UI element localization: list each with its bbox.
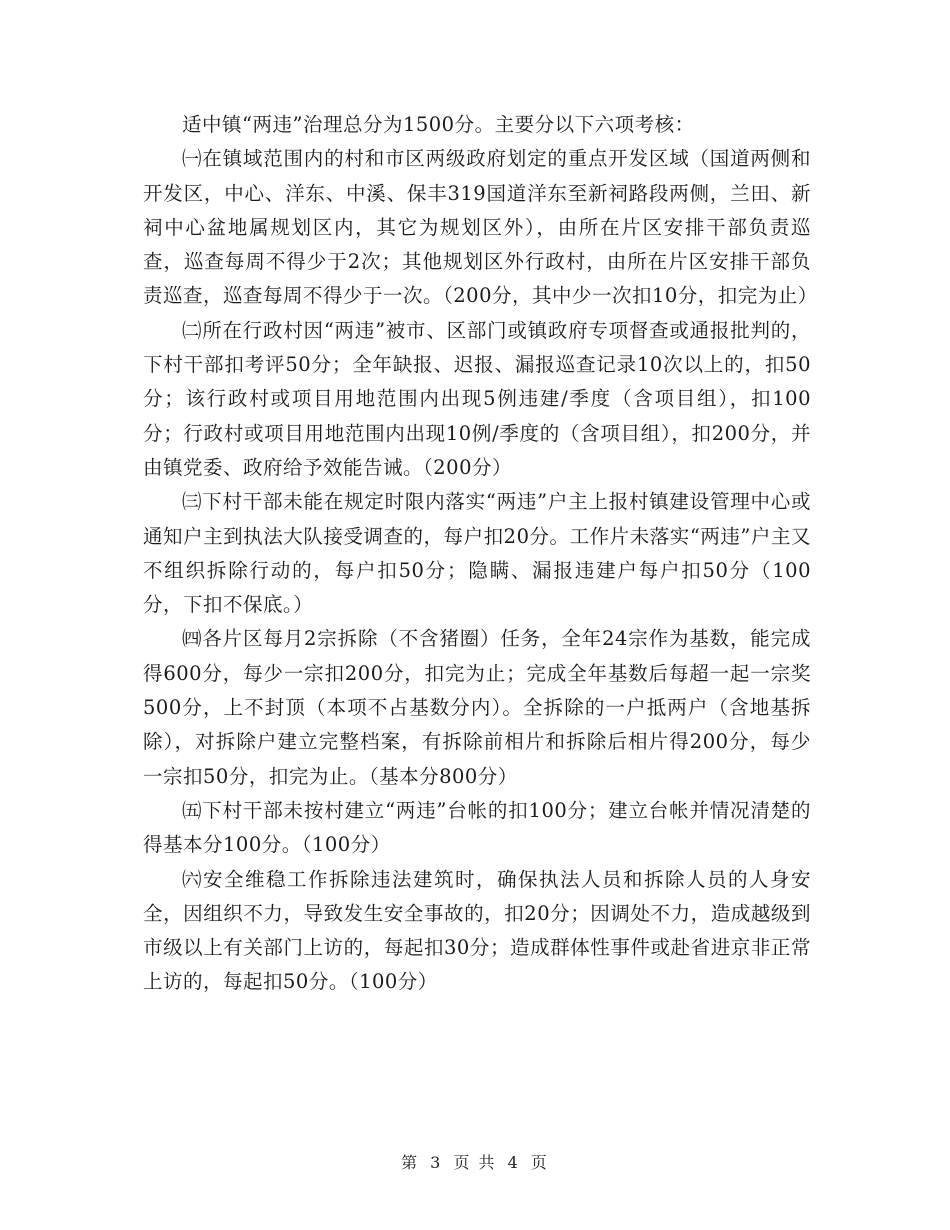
page-number: 3 [430,1153,443,1172]
footer-middle: 页 共 [453,1153,497,1172]
document-body [143,108,818,1000]
footer-prefix: 第 [401,1153,420,1172]
item-3-paragraph: ㈢下村干部未能在规定时限内落实“两违”户主上报村镇建设管理中心或通知户主到执法大队接受调查的，每户扣20分。工作片未落实“两违”户主又不组织拆除行动的，每户扣50分；隐瞒、漏报违建户每户扣50分（100分，下扣不保底。） [143,490,811,617]
intro-paragraph: 适中镇“两违”治理总分为1500分。主要分以下六项考核： [182,113,695,136]
footer-suffix: 页 [530,1153,549,1172]
item-4-paragraph: ㈣各片区每月2宗拆除（不含猪圈）任务，全年24宗作为基数，能完成得600分，每少一宗扣200分，扣完为止；完成全年基数后每超一起一宗奖500分，上不封顶（本项不占基数分内）。全拆除的一户抵两户（含地基拆除），对拆除户建立完整档案，有拆除前相片和拆除后相片得200分，每少一宗扣50分，扣完为止。（基本分800分） [143,627,811,788]
page-total: 4 [507,1153,520,1172]
item-2-paragraph: ㈡所在行政村因“两违”被市、区部门或镇政府专项督查或通报批判的，下村干部扣考评50分；全年缺报、迟报、漏报巡查记录10次以上的，扣50分；该行政村或项目用地范围内出现5例违建/季度（含项目组），扣100分；行政村或项目用地范围内出现10例/季度的（含项目组），扣200分，并由镇党委、政府给予效能告诫。（200分） [143,318,811,479]
item-6-paragraph: ㈥安全维稳工作拆除违法建筑时，确保执法人员和拆除人员的人身安全，因组织不力，导致发生安全事故的，扣20分；因调处不力，造成越级到市级以上有关部门上访的，每起扣30分；造成群体性事件或赴省进京非正常上访的，每起扣50分。（100分） [143,867,811,994]
item-5-paragraph: ㈤下村干部未按村建立“两违”台帐的扣100分；建立台帐并情况清楚的得基本分100分。（100分） [143,798,811,857]
item-1-paragraph: ㈠在镇域范围内的村和市区两级政府划定的重点开发区域（国道两侧和开发区，中心、洋东、中溪、保丰319国道洋东至新祠路段两侧，兰田、新祠中心盆地属规划区内，其它为规划区外），由所在片区安排干部负责巡查，巡查每周不得少于2次；其他规划区外行政村，由所在片区安排干部负责巡查，巡查每周不得少于一次。（200分，其中少一次扣10分，扣完为止） [143,147,818,308]
page-footer [0,1150,950,1173]
